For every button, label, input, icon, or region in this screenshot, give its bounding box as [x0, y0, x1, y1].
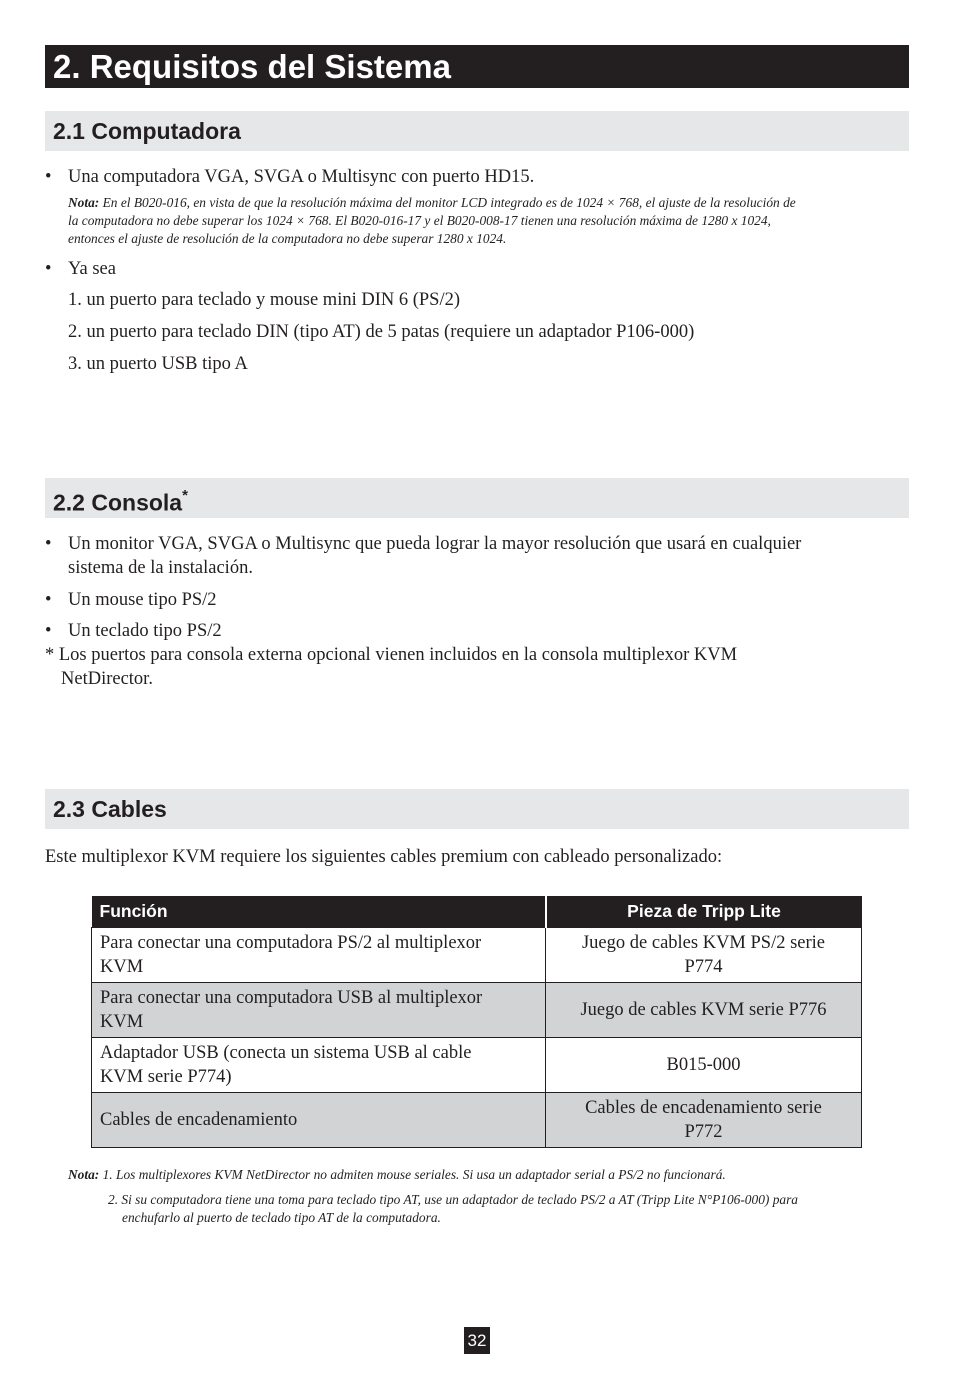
cell-line: Juego de cables KVM serie P776 — [580, 1000, 827, 1020]
bullet-monitor-line-1: Un monitor VGA, SVGA o Multisync que pueda lograr la mayor resolución que usará en cualquier — [68, 534, 802, 554]
table-row — [92, 1038, 862, 1093]
bullet-keyboard: Un teclado tipo PS/2 — [68, 621, 222, 641]
table-cell-funcion — [92, 928, 546, 983]
asterisk-mark: * — [182, 487, 188, 504]
table-note-text-1: 1. Los multiplexores KVM NetDirector no admiten mouse seriales. Si usa un adaptador serial a PS/2 no funcionará. — [102, 1167, 726, 1182]
bullet-marker: • — [45, 621, 52, 641]
column-header-funcion: Función — [92, 896, 546, 928]
table-cell-pieza — [546, 1038, 862, 1093]
footnote-line-1: * Los puertos para consola externa opcional vienen incluidos en la consola multiplexor KVM — [45, 645, 738, 665]
cell-line: P772 — [684, 1122, 723, 1142]
table-cell-pieza — [546, 983, 862, 1038]
cell-line: Para conectar una computadora PS/2 al multiplexor — [100, 933, 482, 953]
table-header-row — [92, 896, 862, 928]
table-cell-pieza — [546, 928, 862, 983]
note-line-3: entonces el ajuste de resolución de la computadora no debe superar 1280 x 1024. — [68, 231, 507, 246]
bullet-marker: • — [45, 590, 52, 610]
cell-line: Cables de encadenamiento — [100, 1110, 298, 1130]
bullet-ya-sea: Ya sea — [68, 259, 116, 279]
cables-intro: Este multiplexor KVM requiere los siguientes cables premium con cableado personalizado: — [45, 847, 723, 867]
table-note-2-cont: enchufarlo al puerto de teclado tipo AT de la computadora. — [122, 1210, 441, 1225]
cell-line: Para conectar una computadora USB al multiplexor — [100, 988, 483, 1008]
section-header-consola — [45, 478, 909, 518]
note-resolution — [68, 194, 796, 212]
list-item-usb-port: 3. un puerto USB tipo A — [68, 354, 248, 374]
table-cell-funcion — [92, 983, 546, 1038]
column-header-pieza: Pieza de Tripp Lite — [546, 896, 862, 928]
section-header-computadora — [45, 111, 909, 151]
section-heading-consola — [53, 483, 188, 518]
list-item-din-port: 2. un puerto para teclado DIN (tipo AT) de 5 patas (requiere un adaptador P106-000) — [68, 322, 695, 342]
note-line-1: En el B020-016, en vista de que la resolución máxima del monitor LCD integrado es de 1024 × 768, el ajuste de la resolución de — [102, 195, 796, 210]
section-heading-consola-text: 2.2 Consola — [53, 489, 183, 516]
section-heading-cables: 2.3 Cables — [53, 796, 167, 822]
table-note-1 — [68, 1166, 726, 1184]
table-cell-funcion — [92, 1093, 546, 1148]
table-row — [92, 928, 862, 983]
list-item-ps2-port: 1. un puerto para teclado y mouse mini DIN 6 (PS/2) — [68, 290, 461, 310]
bullet-monitor-line-2: sistema de la instalación. — [68, 558, 253, 578]
note-line-2: la computadora no debe superar los 1024 × 768. El B020-016-17 y el B020-008-17 tienen una resolución máxima de 1280 x 1024, — [68, 213, 771, 228]
footnote-line-2: NetDirector. — [61, 669, 153, 689]
table-row — [92, 983, 862, 1038]
bullet-marker: • — [45, 167, 52, 187]
cell-line: KVM — [100, 1012, 144, 1032]
cell-line: B015-000 — [666, 1055, 741, 1075]
note-label: Nota: — [68, 1167, 100, 1182]
page-title: 2. Requisitos del Sistema — [53, 48, 451, 85]
page-title-bar — [45, 45, 909, 88]
bullet-vga-computer: Una computadora VGA, SVGA o Multisync con puerto HD15. — [68, 167, 535, 187]
cell-line: KVM serie P774) — [100, 1067, 232, 1087]
cell-line: Juego de cables KVM PS/2 serie — [581, 933, 826, 953]
bullet-mouse: Un mouse tipo PS/2 — [68, 590, 217, 610]
cell-line: KVM — [100, 957, 144, 977]
table-note-2: 2. Si su computadora tiene una toma para teclado tipo AT, use un adaptador de teclado PS/2 a AT (Tripp Lite N°P106-000) para — [108, 1192, 798, 1207]
section-header-cables — [45, 789, 909, 829]
cell-line: Adaptador USB (conecta un sistema USB al cable — [100, 1043, 472, 1063]
cables-table — [91, 896, 862, 1148]
cell-line: Cables de encadenamiento serie — [585, 1098, 822, 1118]
bullet-marker: • — [45, 534, 52, 554]
cell-line: P774 — [684, 957, 723, 977]
table-row — [92, 1093, 862, 1148]
page-number: 32 — [464, 1327, 490, 1354]
table-cell-funcion — [92, 1038, 546, 1093]
bullet-marker: • — [45, 259, 52, 279]
table-cell-pieza — [546, 1093, 862, 1148]
note-label: Nota: — [68, 195, 100, 210]
section-heading-computadora: 2.1 Computadora — [53, 118, 241, 144]
